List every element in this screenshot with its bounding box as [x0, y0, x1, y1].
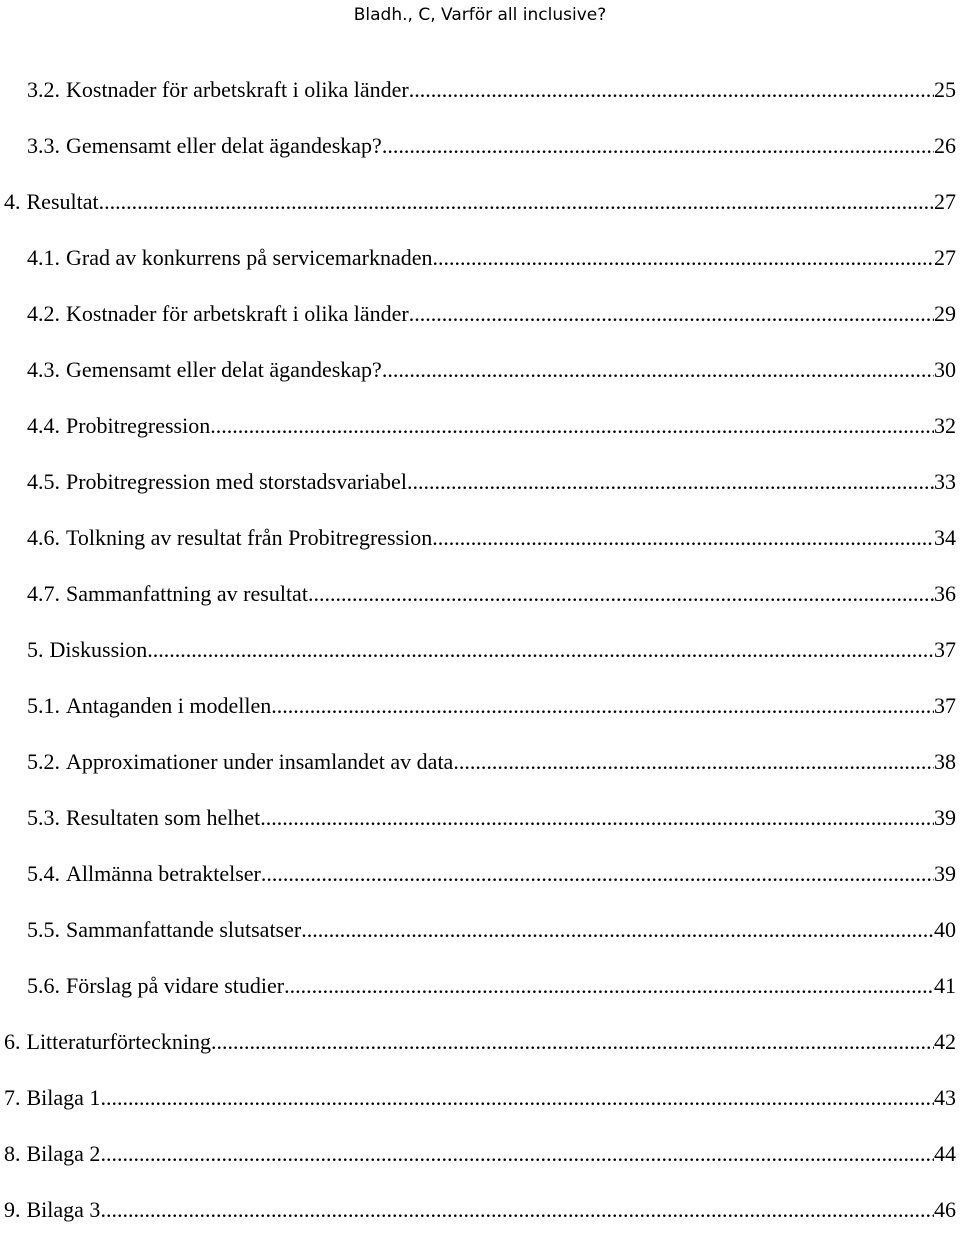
toc-dot-leader — [382, 342, 934, 398]
toc-entry-number: 5.1. — [27, 693, 60, 718]
toc-entry-number: 4.4. — [27, 413, 60, 438]
toc-entry-title: Probitregression — [66, 413, 211, 438]
toc-entry[interactable] — [0, 566, 960, 622]
toc-dot-leader — [308, 566, 934, 622]
toc-entry[interactable] — [0, 174, 960, 230]
toc-entry[interactable] — [0, 1182, 960, 1238]
toc-entry-title: Approximationer under insamlandet av data — [66, 749, 454, 774]
toc-entry-page-number: 34 — [934, 525, 956, 550]
toc-entry[interactable] — [0, 398, 960, 454]
toc-dot-leader — [210, 398, 934, 454]
toc-entry-page-number: 40 — [934, 917, 956, 942]
page-header — [0, 0, 960, 30]
toc-entry-number: 4. — [4, 189, 21, 214]
toc-entry[interactable] — [0, 958, 960, 1014]
toc-entry-title: Bilaga 3 — [26, 1197, 101, 1222]
toc-entry-title: Kostnader för arbetskraft i olika länder — [66, 77, 409, 102]
toc-entry-number: 3.3. — [27, 133, 60, 158]
toc-entry[interactable] — [0, 846, 960, 902]
toc-entry-number: 9. — [4, 1197, 21, 1222]
toc-entry-page-number: 42 — [934, 1029, 956, 1054]
toc-dot-leader — [260, 790, 934, 846]
toc-entry-page-number: 41 — [934, 973, 956, 998]
toc-dot-leader — [433, 230, 934, 286]
toc-entry[interactable] — [0, 790, 960, 846]
toc-entry[interactable] — [0, 622, 960, 678]
toc-dot-leader — [432, 510, 934, 566]
toc-entry-title: Sammanfattning av resultat — [66, 581, 308, 606]
toc-entry-page-number: 32 — [934, 413, 956, 438]
toc-entry-page-number: 29 — [934, 301, 956, 326]
toc-dot-leader — [409, 286, 934, 342]
toc-entry-page-number: 33 — [934, 469, 956, 494]
toc-entry-title: Bilaga 2 — [26, 1141, 101, 1166]
toc-entry-number: 5.6. — [27, 973, 60, 998]
toc-entry-page-number: 46 — [934, 1197, 956, 1222]
toc-entry-page-number: 44 — [934, 1141, 956, 1166]
toc-entry-page-number: 26 — [934, 133, 956, 158]
toc-dot-leader — [271, 678, 934, 734]
toc-entry-number: 8. — [4, 1141, 21, 1166]
toc-entry-title: Bilaga 1 — [26, 1085, 101, 1110]
toc-dot-leader — [284, 958, 934, 1014]
toc-entry-number: 4.2. — [27, 301, 60, 326]
toc-entry-number: 5.3. — [27, 805, 60, 830]
toc-entry-number: 4.7. — [27, 581, 60, 606]
toc-entry-page-number: 39 — [934, 861, 956, 886]
toc-entry-page-number: 43 — [934, 1085, 956, 1110]
toc-entry[interactable] — [0, 734, 960, 790]
toc-entry-title: Grad av konkurrens på servicemarknaden — [66, 245, 433, 270]
toc-entry-number: 7. — [4, 1085, 21, 1110]
toc-entry[interactable] — [0, 62, 960, 118]
toc-entry-title: Resultaten som helhet — [66, 805, 261, 830]
toc-entry[interactable] — [0, 454, 960, 510]
toc-entry[interactable] — [0, 510, 960, 566]
document-running-title: Bladh., C, Varför all inclusive? — [353, 5, 607, 25]
toc-entry-title: Diskussion — [49, 637, 148, 662]
toc-entry-number: 5.2. — [27, 749, 60, 774]
toc-entry-number: 4.3. — [27, 357, 60, 382]
toc-entry-title: Antaganden i modellen — [66, 693, 272, 718]
toc-entry-page-number: 38 — [934, 749, 956, 774]
toc-entry-title: Gemensamt eller delat ägandeskap? — [66, 133, 382, 158]
toc-entry-page-number: 27 — [934, 245, 956, 270]
toc-entry-number: 3.2. — [27, 77, 60, 102]
toc-dot-leader — [453, 734, 934, 790]
toc-entry-number: 5.4. — [27, 861, 60, 886]
toc-entry-page-number: 39 — [934, 805, 956, 830]
toc-entry-number: 4.6. — [27, 525, 60, 550]
toc-entry-title: Gemensamt eller delat ägandeskap? — [66, 357, 382, 382]
toc-entry-title: Probitregression med storstadsvariabel — [66, 469, 407, 494]
toc-entry[interactable] — [0, 1014, 960, 1070]
toc-entry-page-number: 25 — [934, 77, 956, 102]
toc-entry-page-number: 37 — [934, 637, 956, 662]
toc-entry-title: Litteraturförteckning — [26, 1029, 211, 1054]
toc-dot-leader — [382, 118, 934, 174]
toc-entry-page-number: 30 — [934, 357, 956, 382]
toc-entry-title: Tolkning av resultat från Probitregression — [66, 525, 433, 550]
toc-entry[interactable] — [0, 286, 960, 342]
toc-entry-page-number: 27 — [934, 189, 956, 214]
toc-dot-leader — [99, 174, 934, 230]
toc-entry-title: Kostnader för arbetskraft i olika länder — [66, 301, 409, 326]
toc-entry[interactable] — [0, 678, 960, 734]
toc-dot-leader — [301, 902, 934, 958]
toc-entry-title: Resultat — [26, 189, 99, 214]
toc-entry-number: 6. — [4, 1029, 21, 1054]
toc-entry[interactable] — [0, 1126, 960, 1182]
toc-dot-leader — [100, 1070, 934, 1126]
toc-entry[interactable] — [0, 230, 960, 286]
toc-entry[interactable] — [0, 1070, 960, 1126]
toc-entry-number: 4.1. — [27, 245, 60, 270]
toc-entry-number: 5.5. — [27, 917, 60, 942]
toc-dot-leader — [407, 454, 934, 510]
toc-dot-leader — [211, 1014, 934, 1070]
toc-dot-leader — [100, 1126, 934, 1182]
toc-entry-number: 5. — [27, 637, 44, 662]
toc-entry-title: Allmänna betraktelser — [66, 861, 261, 886]
toc-entry-page-number: 36 — [934, 581, 956, 606]
toc-entry-title: Förslag på vidare studier — [66, 973, 285, 998]
toc-entry[interactable] — [0, 902, 960, 958]
toc-entry-number: 4.5. — [27, 469, 60, 494]
toc-entry-page-number: 37 — [934, 693, 956, 718]
toc-dot-leader — [261, 846, 934, 902]
toc-entry[interactable] — [0, 118, 960, 174]
toc-dot-leader — [147, 622, 934, 678]
table-of-contents — [0, 62, 960, 1238]
toc-dot-leader — [100, 1182, 934, 1238]
toc-entry-title: Sammanfattande slutsatser — [66, 917, 302, 942]
toc-entry[interactable] — [0, 342, 960, 398]
toc-dot-leader — [409, 62, 934, 118]
